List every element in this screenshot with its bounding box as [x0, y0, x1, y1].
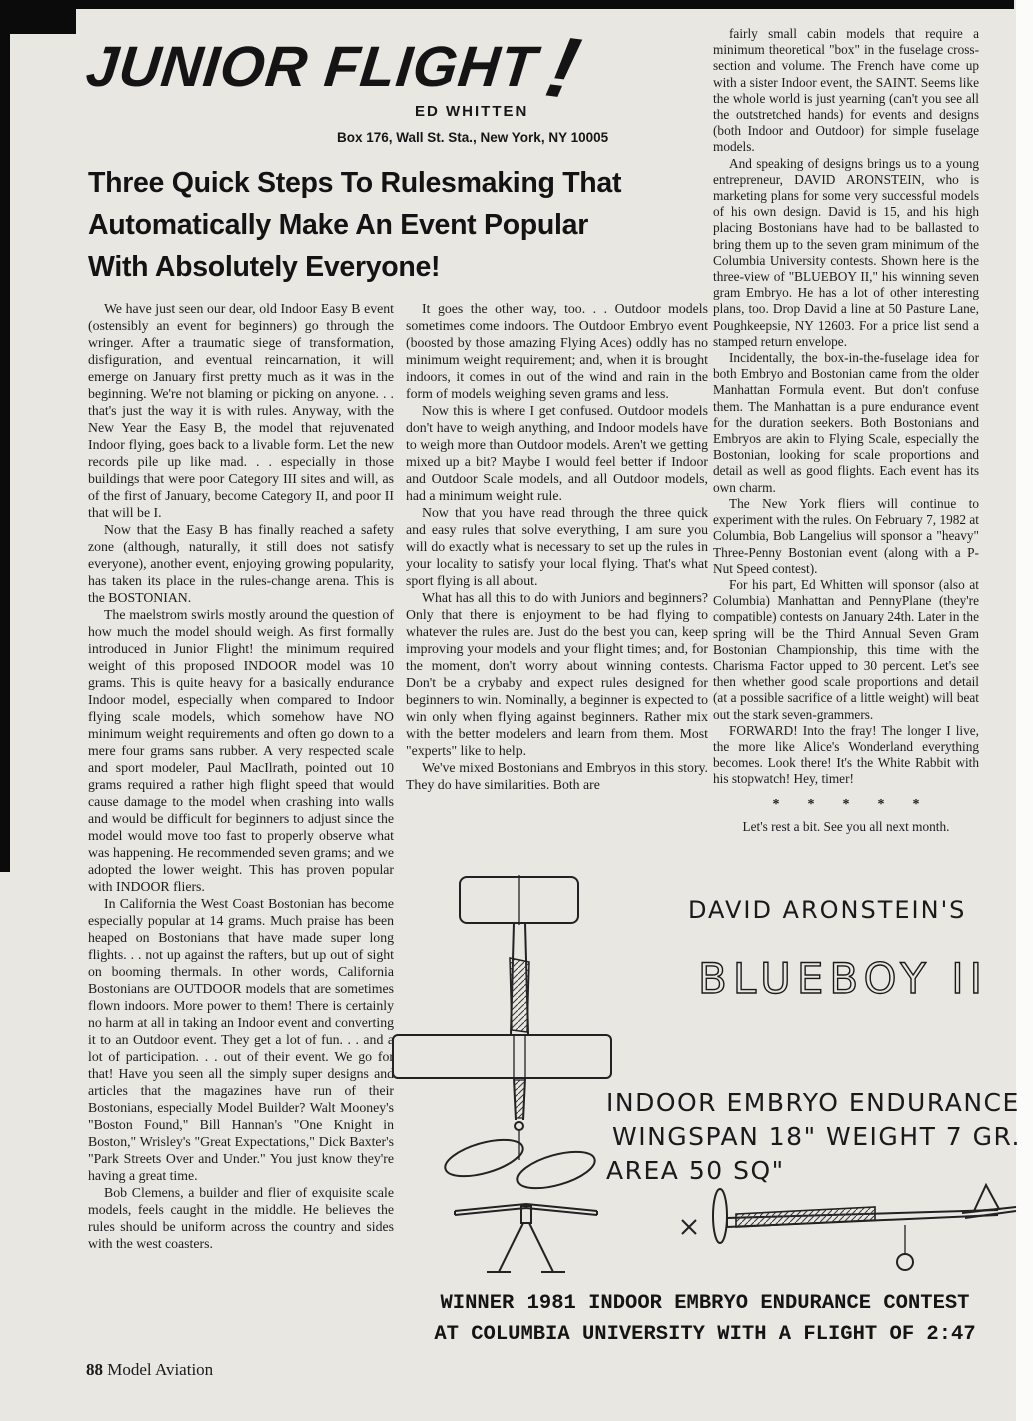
paragraph: And speaking of designs brings us to a young entrepreneur, DAVID ARONSTEIN, who is marketing plans for some very successful models of his own design. David is 15, and his high placing Bostonians have had to be ballasted to bring them up to the seven gram minimum of the Columbia University contests. Shown here is the three-view of "BLUEBOY II," his winning seven gram Embryo. He has a lot of other interesting plans, too. Drop David a line at 50 Pasture Lane, Poughkeepsie, NY 12603. For a price list send a stamped return envelope.: [713, 155, 979, 349]
headline-line-2: Automatically Make An Event Popular: [88, 209, 588, 241]
paragraph: FORWARD! Into the fray! The longer I live, the more like Alice's Wonderland everything becomes. Look there! It's the White Rabbit with his stopwatch! Hey, timer!: [713, 722, 979, 787]
paragraph: Now that you have read through the three quick and easy rules that solve everything, I am sure you will do exactly what is necessary to set up the rules in your locality to satisfy your local flying. That's what sport flying is all about.: [406, 505, 708, 588]
paragraph: Now that the Easy B has finally reached a safety zone (although, naturally, it still does not satisfy everyone), another event, enjoying growing popularity, has taken its place in the rules-change arena. This is the BOSTONIAN.: [88, 522, 394, 605]
prop-blade-left: [441, 1133, 526, 1184]
scan-artifact-left-bar: [0, 0, 10, 872]
spec-wingspan-weight: WINGSPAN 18" WEIGHT 7 GR.: [612, 1122, 1021, 1151]
model-side-view-drawing: [676, 1180, 1021, 1282]
body-column-right: [713, 26, 979, 835]
motor-stick-hatch: [510, 958, 529, 1032]
hanging-loop: [897, 1254, 913, 1270]
wing-outline: [393, 1035, 611, 1078]
mailing-address: Box 176, Wall St. Sta., New York, NY 10005: [337, 130, 609, 145]
page-footer: [86, 1360, 213, 1380]
column-title-exclamation: !: [537, 18, 589, 118]
paragraph: The maelstrom swirls mostly around the question of how much the model should weigh. As first formally introduced in Junior Flight! the minimum required weight of this proposed INDOOR model was 10 grams. This is quite heavy for a basically endurance Indoor model, especially when compared to Indoor flying scale models, which somehow have NO minimum weight requirements and often go down to a mere four grams sans rubber. A very respected scale and sport modeler, Paul MacIlrath, pointed out 10 grams required a rather high flight speed that would cause damage to the model when crashing into walls and would be difficult for beginners to adjust since the model would move too fast to properly observe what was happening. He recommended seven grams; and we adopted the lower weight. This has proven popular with INDOOR fliers.: [88, 607, 394, 894]
page-number: 88: [86, 1360, 103, 1379]
model-name-label: BLUEBOY II: [698, 954, 989, 1003]
asterisk-divider: * * * * *: [772, 796, 920, 812]
caption-line-2: AT COLUMBIA UNIVERSITY WITH A FLIGHT OF 2:47: [434, 1323, 976, 1346]
model-top-view-drawing: [386, 872, 640, 1194]
paragraph: We've mixed Bostonians and Embryos in this story. They do have similarities. Both are: [406, 760, 708, 792]
prop-blade-right: [513, 1145, 598, 1194]
body-column-middle: [406, 300, 708, 793]
scan-artifact-corner-block: [0, 0, 76, 34]
headline-line-3: With Absolutely Everyone!: [88, 251, 441, 283]
column-title-text: JUNIOR FLIGHT: [83, 35, 540, 99]
model-specs: [606, 1086, 1021, 1188]
paragraph: In California the West Coast Bostonian has become especially popular at 14 grams. Much praise has been heaped on Bostonians that have made super long flights. . . not up against the rafters, but up out of sight on booming thermals. In other words, California Bostonians are OUTDOOR models that are sometimes flown indoors. More power to them! There is certainly no harm at all in taking an Indoor event and converting it to an Outdoor event. They get a lot of fun. . . and a lot of participation. . . out of their event. We go for that! Have you seen all the simply super designs and articles that the magazines have run of their Bostonians, especially Model Builder? Walt Mooney's "Boston Found," Bill Hannan's "One Knight in Boston," Wrisley's "Great Expectations," Dick Baxter's "Park Streets Over and Under." You just know they're having a great time.: [88, 896, 394, 1183]
tail-fin: [974, 1185, 999, 1211]
caption-line-1: WINNER 1981 INDOOR EMBRYO ENDURANCE CONTEST: [440, 1292, 970, 1315]
paragraph: Bob Clemens, a builder and flier of exquisite scale models, feels caught in the middle. He believes the rules should be uniform across the country and sides with the west coasters.: [88, 1185, 394, 1251]
scan-artifact-top-bar: [0, 0, 1014, 9]
paragraph: Incidentally, the box-in-the-fuselage idea for both Embryo and Bostonian came from the older Manhattan Formula event. But don't confuse them. The Manhattan is a pure endurance event for the duration seekers. Both Bostonians and Embryos are akin to Flying Scale, especially the Bostonian, looking for scale proportions and detail as well as good flights. Each event has its own charm.: [713, 350, 979, 495]
paragraph: The New York fliers will continue to experiment with the rules. On February 7, 1982 at Columbia, Bob Langelius will sponsor a "heavy" Three-Penny Bostonian event (along with a P-Nut Speed contest).: [713, 495, 979, 576]
paragraph: Now this is where I get confused. Outdoor models don't have to weigh anything, and Indoor models have to weigh more than Outdoor models. Aren't we getting mixed up a bit? Maybe I would feel better if Indoor and Outdoor Scale models, and all Outdoor models, had a minimum weight rule.: [406, 403, 708, 503]
model-front-view-drawing: [437, 1192, 605, 1292]
headline-line-1: Three Quick Steps To Rulesmaking That: [88, 167, 622, 199]
prop-hub: [515, 1122, 523, 1130]
spec-area: AREA 50 SQ": [606, 1156, 785, 1185]
spec-event: INDOOR EMBRYO ENDURANCE: [606, 1088, 1020, 1117]
side-propeller: [713, 1189, 727, 1243]
paragraph: For his part, Ed Whitten will sponsor (also at Columbia) Manhattan and PennyPlane (they're compatible) contests on January 24th. Later in the spring will be the Third Annual Seven Gram Bostonian Championship, this time with the Charisma Factor upped to 30 percent. Let's see then whether good scale proportions and detail (at a possible sacrifice of a little weight) will beat out the stark seven-grammers.: [713, 576, 979, 722]
figure-caption: [396, 1288, 1014, 1350]
paragraph: What has all this to do with Juniors and beginners? Only that there is enjoyment to be had flying to whatever the rules are. Just do the best you can, keep improving your models and your flight times; and, for the moment, don't worry about winning contests. Don't be a crybaby and expect rules designed for beginners to win. Nominally, a beginner is expected to win only when flying against beginners. Rather mix with the better modelers and learn from them. Most "experts" like to help.: [406, 590, 708, 758]
paragraph: It goes the other way, too. . . Outdoor models sometimes come indoors. The Outdoor Embryo event (boosted by those amazing Flying Aces) oddly has no minimum weight requirement; and, when it is brought indoors, it comes in out of the wind and rain in the form of models weighing seven grams and less.: [406, 301, 708, 401]
body-column-left: [88, 300, 394, 1252]
side-wing-section: [736, 1207, 875, 1227]
article-headline: [88, 162, 663, 288]
closing-line: Let's rest a bit. See you all next month.: [742, 818, 950, 834]
paragraph: fairly small cabin models that require a minimum theoretical "box" in the fuselage cross-section and volume. The French have come up with a sister Indoor event, the SAINT. Seems like the whole world is just yearning (can't you see all the outstretched hands) for events and designs (both Indoor and Outdoor) for simple fuselage models.: [713, 26, 979, 155]
magazine-name: Model Aviation: [107, 1360, 214, 1379]
figure-credit: DAVID ARONSTEIN'S: [688, 896, 967, 924]
author-byline: ED WHITTEN: [415, 103, 529, 120]
paragraph: We have just seen our dear, old Indoor Easy B event (ostensibly an event for beginners) go through the wringer. After a traumatic siege of transformation, disfiguration, and eventual reincarnation, it will emerge on January first pretty much as it was in the beginning. We're not blaming or picking on anyone. . . that's just the way it is with rules. Anyway, with the New Year the Easy B, the model that rejuvenated Indoor flying, goes back to a livable form. Let the new records pile up like mad. . . especially in those buildings that were poor Category III sites and will, as of the first of January, become Category II, and poor II that will be I.: [88, 301, 394, 520]
